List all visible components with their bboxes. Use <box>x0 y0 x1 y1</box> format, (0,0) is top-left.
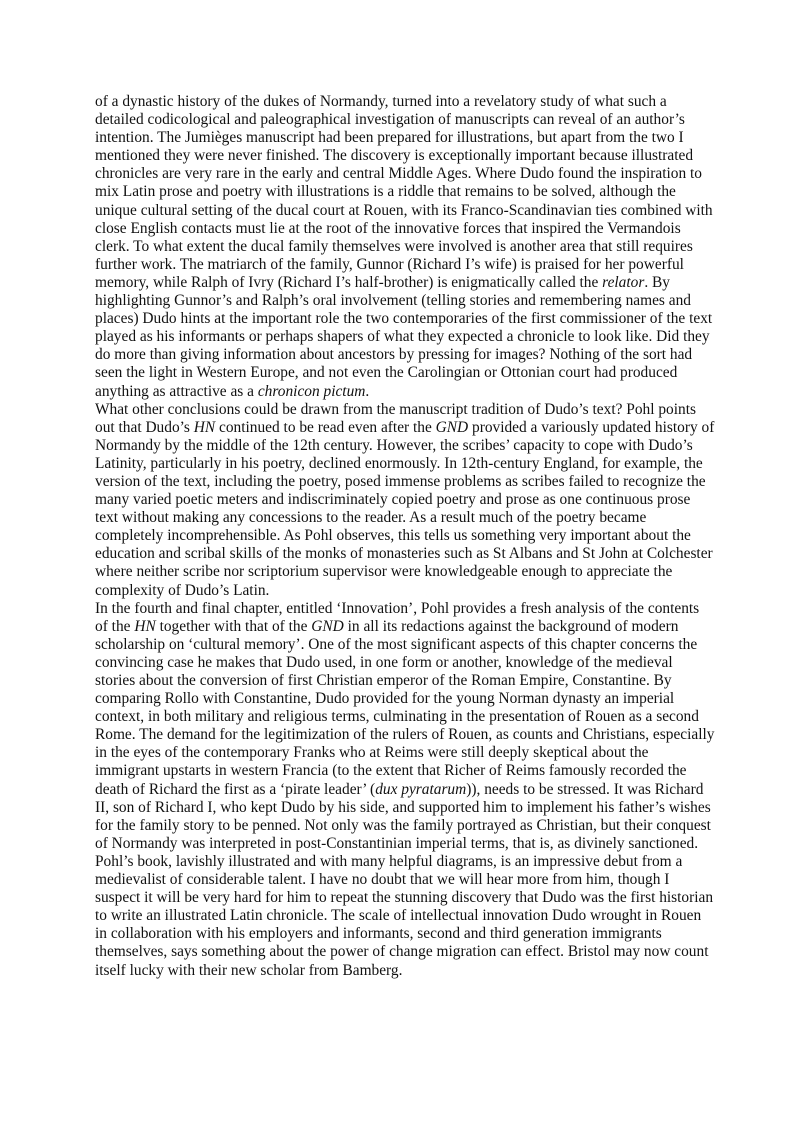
italic-term: GND <box>435 418 469 436</box>
italic-term: relator <box>602 273 645 291</box>
text-run: in all its redactions against the background of modern scholarship on ‘cultural memory’. One of the most significant aspects of this chapter concerns the convincing case he makes that Dudo used, in one form or another, knowledge of the medieval stories about the conversion of first Christian emperor of the Roman Empire, Constantine. By comparing Rollo with Constantine, Dudo provided for the young Norman dynasty an imperial context, in both military and religious terms, culminating in the presentation of Rouen as a second Rome. The demand for the legitimization of the rulers of Rouen, as counts and Christians, especially in the eyes of the contemporary Franks who at Reims were still deeply skeptical about the immigrant upstarts in western Francia (to the extent that Richer of Reims famously recorded the death of Richard the first as a ‘pirate leader’ ( <box>95 617 715 798</box>
text-run: provided a variously updated history of Normandy by the middle of the 12th century. However, the scribes’ capacity to cope with Dudo’s Latinity, particularly in his poetry, declined enormously. In 12th-century England, for example, the version of the text, including the poetry, posed immense problems as scribes failed to recognize the many varied poetic meters and indiscriminately copied poetry and prose as one continuous prose text without making any concessions to the reader. As a result much of the poetry became completely incomprehensible. As Pohl observes, this tells us something very important about the education and scribal skills of the monks of monasteries such as St Albans and St John at Colchester where neither scribe nor scriptorium supervisor were knowledgeable enough to appreciate the complexity of Dudo’s Latin. <box>95 418 715 599</box>
text-run: . <box>365 382 370 400</box>
italic-term: chronicon pictum <box>257 382 366 400</box>
text-run: )), needs to be stressed. It was Richard II, son of Richard I, who kept Dudo by his side, and supported him to implement his father’s wishes for the family story to be penned. Not only was the family portrayed as Christian, but their conquest of Normandy was interpreted in post-Constantinian imperial terms, that is, as divinely sanctioned. <box>95 780 711 852</box>
document-page <box>95 93 715 980</box>
paragraph-manuscript-tradition <box>95 401 715 600</box>
paragraph-dynastic-history <box>95 93 715 401</box>
italic-term: GND <box>311 617 344 635</box>
text-run: . By highlighting Gunnor’s and Ralph’s oral involvement (telling stories and remembering names and places) Dudo hints at the important role the two contemporaries of the first commissioner of the text played as his informants or perhaps shapers of what they expected a chronicle to look like. Did they do more than giving information about ancestors by pressing for images? Nothing of the sort had seen the light in Western Europe, and not even the Carolingian or Ottonian court had produced anything as attractive as a <box>95 273 713 400</box>
text-run: What other conclusions could be drawn from the manuscript tradition of Dudo’s text? Pohl points out that Dudo’s <box>95 400 696 436</box>
paragraph-conclusion <box>95 853 715 980</box>
text-run: of a dynastic history of the dukes of Normandy, turned into a revelatory study of what such a detailed codicological and paleographical investigation of manuscripts can reveal of an author’s intention. The Jumièges manuscript had been prepared for illustrations, but apart from the two I mentioned they were never finished. The discovery is exceptionally important because illustrated chronicles are very rare in the early and central Middle Ages. Where Dudo found the inspiration to mix Latin prose and poetry with illustrations is a riddle that remains to be solved, although the unique cultural setting of the ducal court at Rouen, with its Franco-Scandinavian ties combined with close English contacts must lie at the root of the innovative forces that inspired the Vermandois clerk. To what extent the ducal family themselves were involved is another area that still requires further work. The matriarch of the family, Gunnor (Richard I’s wife) is praised for her powerful memory, while Ralph of Ivry (Richard I’s half-brother) is enigmatically called the <box>95 93 713 291</box>
paragraph-innovation-chapter <box>95 600 715 853</box>
text-run: In the fourth and final chapter, entitled ‘Innovation’, Pohl provides a fresh analysis of the contents of the <box>95 599 700 635</box>
text-run: together with that of the <box>155 617 312 635</box>
italic-term: dux pyratarum <box>375 780 467 798</box>
text-run: Pohl’s book, lavishly illustrated and with many helpful diagrams, is an impressive debut from a medievalist of considerable talent. I have no doubt that we will hear more from him, though I suspect it will be very hard for him to repeat the stunning discovery that Dudo was the first historian to write an illustrated Latin chronicle. The scale of intellectual innovation Dudo wrought in Rouen in collaboration with his employers and informants, second and third generation immigrants themselves, says something about the power of change migration can effect. Bristol may now count itself lucky with their new scholar from Bamberg. <box>95 852 714 979</box>
italic-term: HN <box>193 418 216 436</box>
italic-term: HN <box>134 617 156 635</box>
text-run: continued to be read even after the <box>215 418 436 436</box>
